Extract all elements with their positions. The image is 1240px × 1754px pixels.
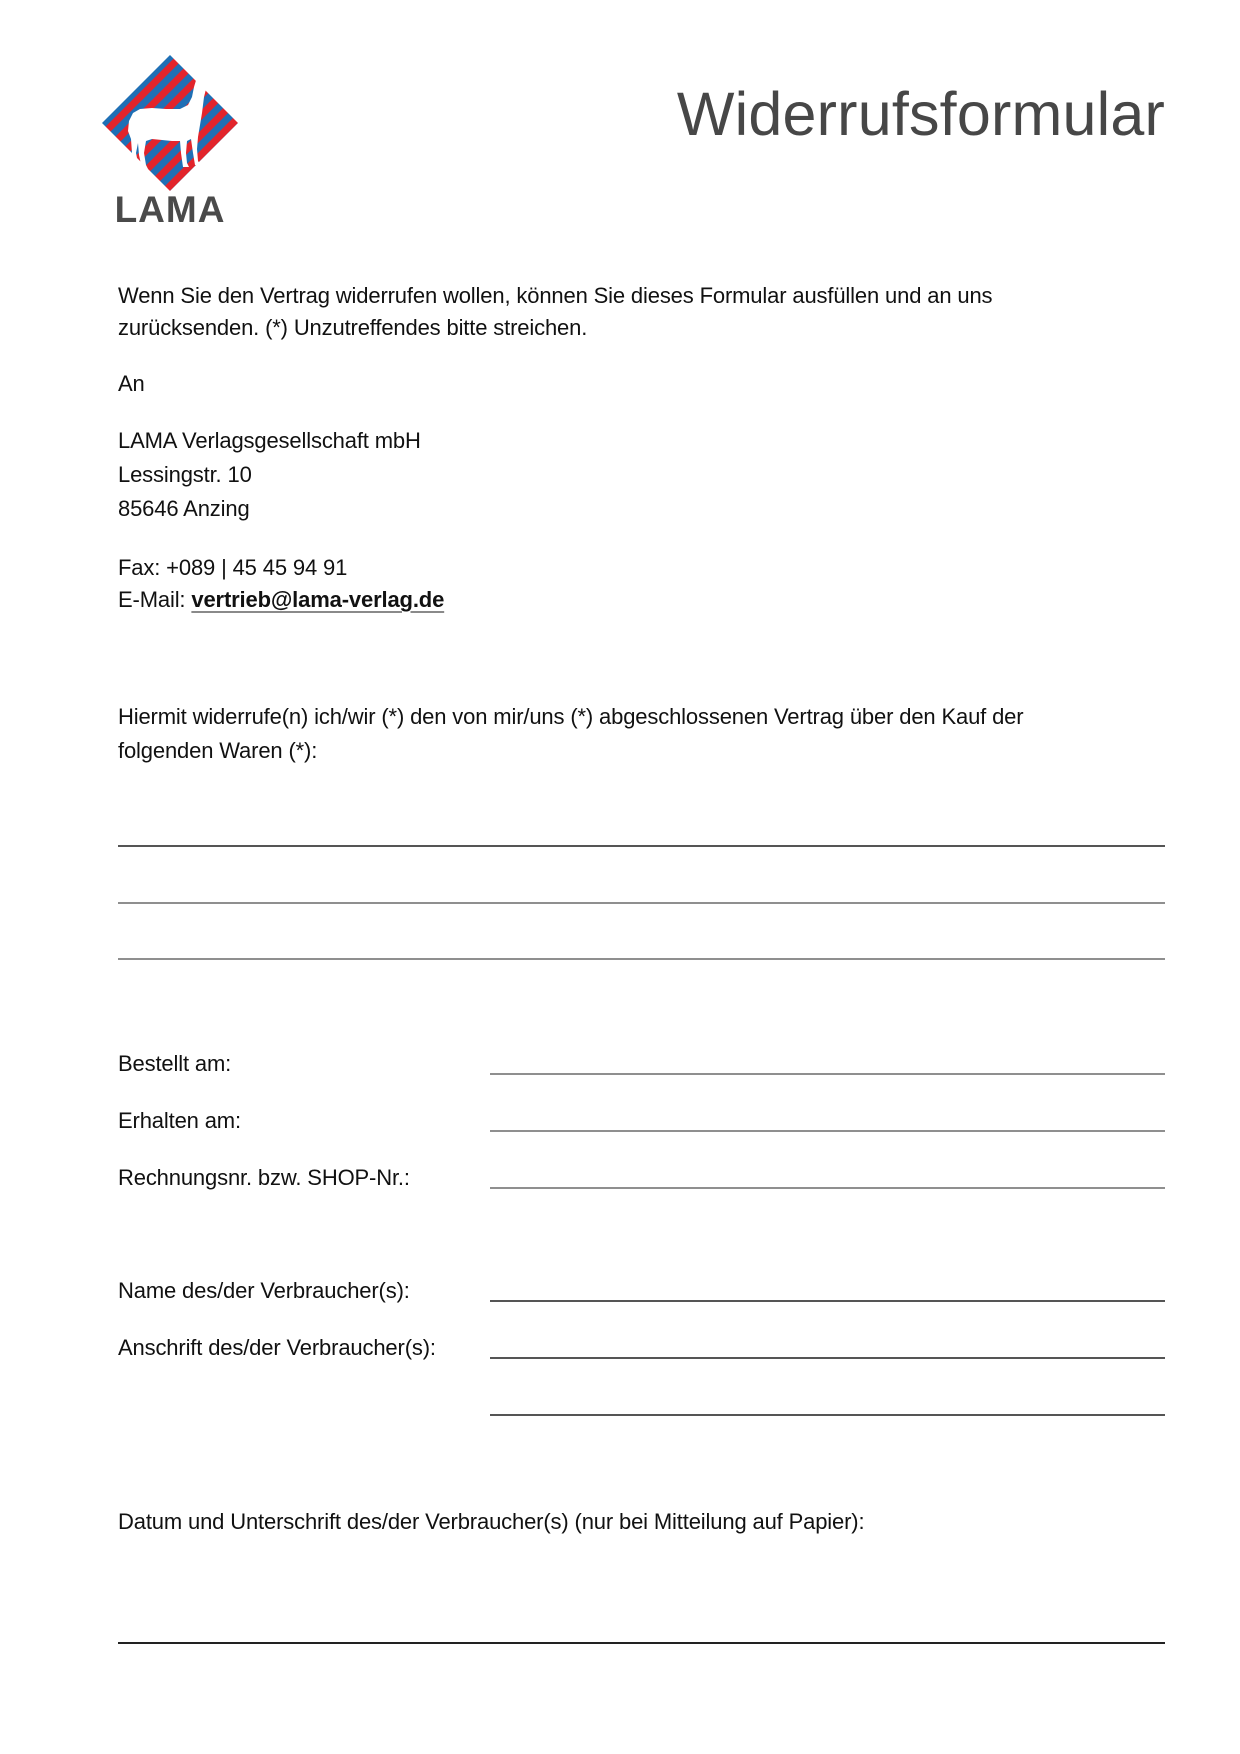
fax-label: Fax:: [118, 555, 161, 580]
email-row: [118, 583, 444, 617]
consumer-address-label: Anschrift des/der Verbraucher(s):: [118, 1335, 436, 1360]
received-on-field[interactable]: [490, 1130, 1165, 1132]
invoice-no-field[interactable]: [490, 1187, 1165, 1189]
consumer-name-field[interactable]: [490, 1300, 1165, 1302]
fax-value: +089 | 45 45 94 91: [166, 555, 348, 580]
recipient-city: 85646 Anzing: [118, 496, 250, 521]
received-on-label: Erhalten am:: [118, 1108, 241, 1133]
fax-row: [118, 551, 347, 585]
logo-wordmark: LAMA: [114, 189, 226, 230]
email-label: E-Mail:: [118, 587, 186, 612]
llama-diamond-icon: [100, 53, 240, 193]
revocation-line-1: Hiermit widerrufe(n) ich/wir (*) den von mir/uns (*) abgeschlossenen Vertrag über den Kauf der: [118, 704, 1024, 729]
recipient-company: LAMA Verlagsgesellschaft mbH: [118, 428, 421, 453]
page-title: Widerrufsformular: [676, 80, 1165, 148]
invoice-no-label: Rechnungsnr. bzw. SHOP-Nr.:: [118, 1165, 410, 1190]
email-link[interactable]: vertrieb@lama-verlag.de: [191, 587, 445, 612]
consumer-name-label: Name des/der Verbraucher(s):: [118, 1278, 410, 1303]
goods-line-2[interactable]: [118, 902, 1165, 904]
intro-line-2: zurücksenden. (*) Unzutreffendes bitte streichen.: [118, 315, 588, 340]
consumer-address-field-1[interactable]: [490, 1357, 1165, 1359]
revocation-line-2: folgenden Waren (*):: [118, 738, 318, 763]
goods-line-3[interactable]: [118, 958, 1165, 960]
goods-line-1[interactable]: [118, 845, 1165, 847]
consumer-address-field-2[interactable]: [490, 1414, 1165, 1416]
signature-label: Datum und Unterschrift des/der Verbraucher(s) (nur bei Mitteilung auf Papier):: [118, 1509, 865, 1534]
ordered-on-label: Bestellt am:: [118, 1051, 232, 1076]
signature-field[interactable]: [118, 1642, 1165, 1644]
recipient-salutation: An: [118, 371, 145, 396]
intro-line-1: Wenn Sie den Vertrag widerrufen wollen, können Sie dieses Formular ausfüllen und an uns: [118, 283, 993, 308]
ordered-on-field[interactable]: [490, 1073, 1165, 1075]
recipient-street: Lessingstr. 10: [118, 462, 252, 487]
